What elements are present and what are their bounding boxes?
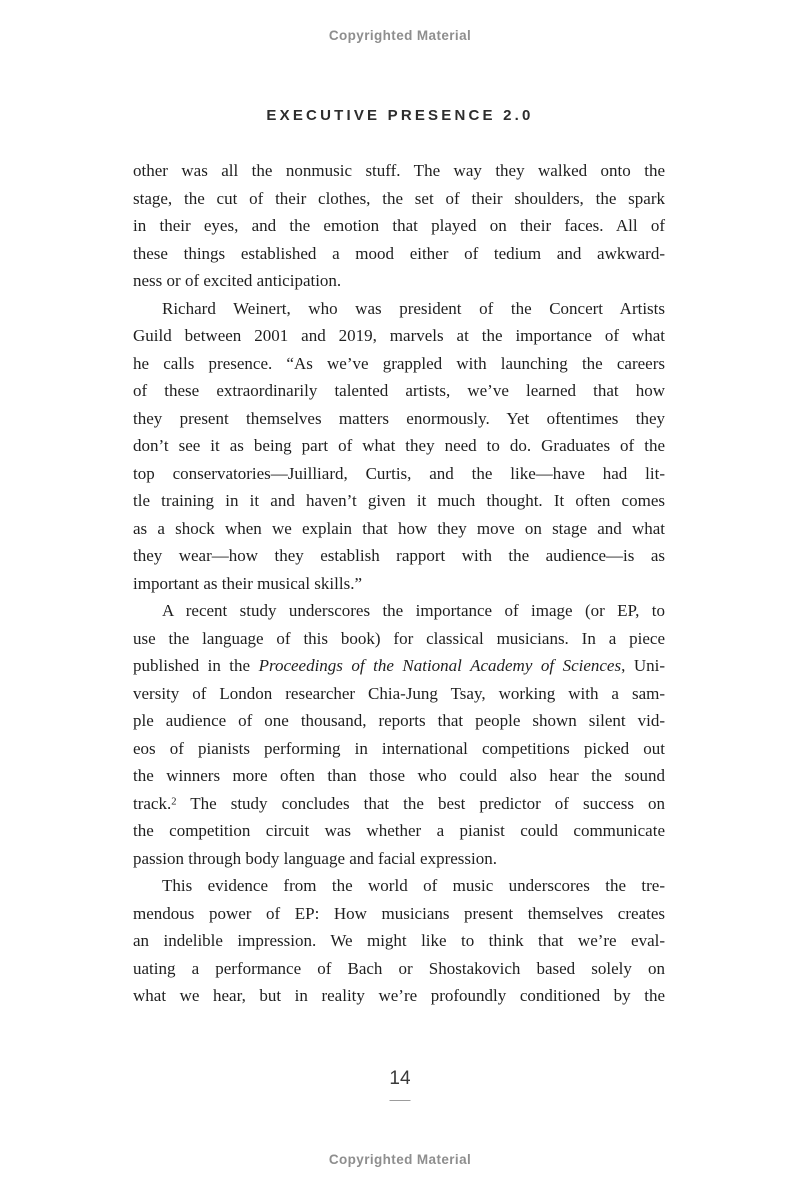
paragraph [133, 295, 665, 598]
text-line: the winners more often than those who could also hear the sound [133, 766, 665, 785]
text-line: important as their musical skills.” [133, 573, 362, 593]
text-line: passion through body language and facial expression. [133, 848, 497, 868]
paragraph [133, 597, 665, 872]
copyright-notice-bottom: Copyrighted Material [328, 1152, 472, 1167]
text-line: what we hear, but in reality we’re profoundly conditioned by the [133, 986, 665, 1005]
text-line: they wear—how they establish rapport with the audience—is as [133, 546, 665, 565]
text-line: other was all the nonmusic stuff. The way they walked onto the [133, 161, 665, 180]
body-text [133, 157, 665, 1010]
copyright-notice-top: Copyrighted Material [328, 28, 472, 43]
text-line: an indelible impression. We might like to think that we’re eval- [133, 931, 665, 950]
text-line: these things established a mood either of tedium and awkward- [133, 243, 665, 263]
text-line: eos of pianists performing in international competitions picked out [133, 738, 665, 758]
text-line: tle training in it and haven’t given it much thought. It often comes [133, 491, 665, 510]
text-line: This evidence from the world of music underscores the tre- [162, 876, 665, 895]
text-line: he calls presence. “As we’ve grappled with launching the careers [133, 353, 665, 373]
text-line: published in the Proceedings of the National Academy of Sciences, Uni- [133, 656, 665, 675]
text-line: Guild between 2001 and 2019, marvels at the importance of what [133, 326, 665, 345]
page-number-rule [390, 1100, 411, 1101]
text-line: mendous power of EP: How musicians present themselves creates [133, 903, 665, 923]
text-line: Richard Weinert, who was president of the Concert Artists [162, 298, 665, 318]
text-line: ness or of excited anticipation. [133, 271, 342, 290]
text-line: don’t see it as being part of what they need to do. Graduates of the [133, 436, 665, 455]
text-line: as a shock when we explain that how they move on stage and what [133, 518, 665, 538]
chapter-running-header: EXECUTIVE PRESENCE 2.0 [266, 107, 534, 124]
text-line: top conservatories—Juilliard, Curtis, and the like—have had lit- [133, 463, 665, 483]
paragraph [133, 157, 665, 295]
text-line: they present themselves matters enormously. Yet oftentimes they [133, 408, 665, 428]
text-line: track.$^2$ The study concludes that the best predictor of success on [133, 793, 665, 813]
text-line: A recent study underscores the importance of image (or EP, to [162, 601, 665, 620]
text-line: of these extraordinarily talented artists, we’ve learned that how [133, 381, 665, 400]
page-number: 14 [389, 1068, 411, 1089]
text-line: in their eyes, and the emotion that played on their faces. All of [133, 216, 665, 235]
paragraph [133, 872, 665, 1010]
text-line: ple audience of one thousand, reports that people shown silent vid- [133, 711, 665, 730]
text-line: stage, the cut of their clothes, the set of their shoulders, the spark [133, 188, 665, 208]
text-line: uating a performance of Bach or Shostakovich based solely on [133, 958, 665, 978]
text-line: versity of London researcher Chia-Jung Tsay, working with a sam- [133, 683, 665, 703]
text-line: the competition circuit was whether a pianist could communicate [133, 821, 665, 840]
text-line: use the language of this book) for classical musicians. In a piece [133, 628, 665, 648]
